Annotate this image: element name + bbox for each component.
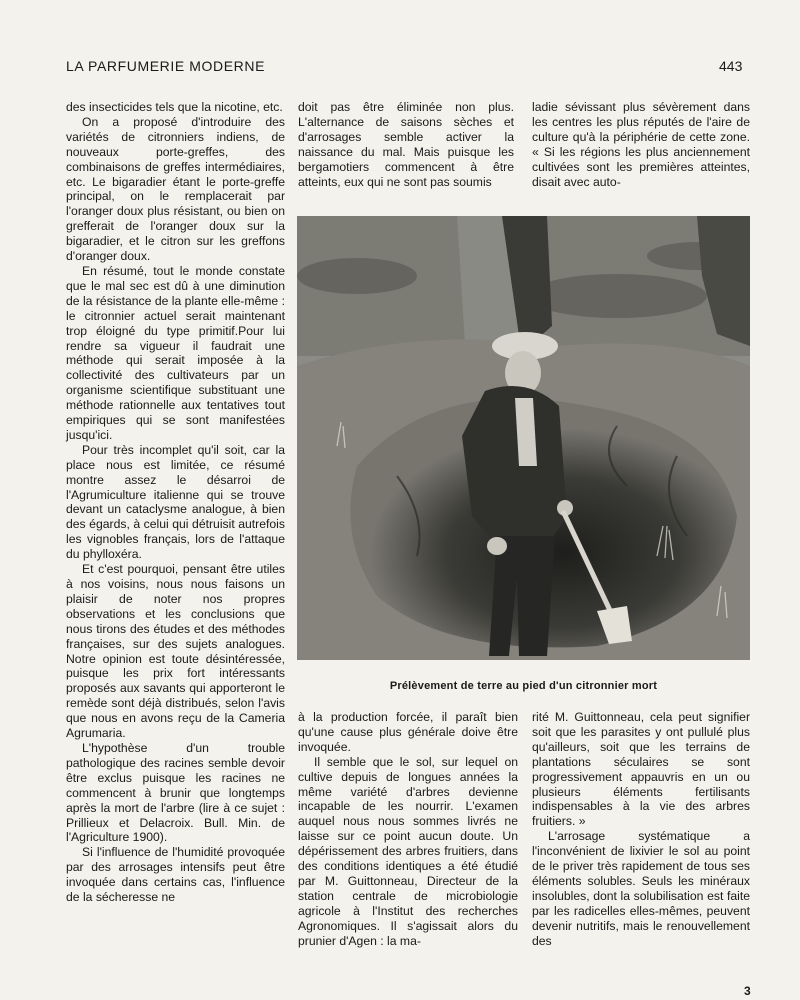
paragraph: ladie sévissant plus sévèrement dans les centres les plus réputés de l'aire de culture qu'à la périphérie de cette zone. « Si les régions les plus anciennement cultivées sont les premières atteintes, disait avec auto- bbox=[532, 100, 750, 189]
photo-caption: Prélèvement de terre au pied d'un citronnier mort bbox=[389, 680, 658, 692]
running-header-title: LA PARFUMERIE MODERNE bbox=[66, 58, 266, 74]
paragraph: doit pas être éliminée non plus. L'alternance de saisons sèches et d'arrosages semble activer la naissance du mal. Mais puisque les bergamotiers commencent à être atteints, eux qui ne sont pas soumis bbox=[298, 100, 514, 189]
paragraph: Si l'influence de l'humidité provoquée par des arrosages intensifs peut être invoquée dans certains cas, l'influence de la sécheresse ne bbox=[66, 845, 285, 905]
paragraph: En résumé, tout le monde constate que le mal sec est dû à une diminution de la résistance de la plante elle-même : le citronnier actuel serait maintenant trop éloigné du type primitif.Pour lui rendre sa vigueur il faudrait une méthode qui serait imposée à la collectivité des cultivateurs par un organisme scientifique substituant une méthode rationnelle aux tentatives tout empiriques qui se sont manifestées jusqu'ici. bbox=[66, 263, 285, 442]
photo-old-man-digging bbox=[297, 216, 750, 660]
paragraph: Il semble que le sol, sur lequel on cultive depuis de longues années la même variété d'arbres devienne incapable de les nourrir. L'examen auquel nous nous sommes livrés ne laisse sur ce point aucun doute. Un dépérissement des arbres fruitiers, dans des conditions identiques a été étudié par M. Guittonneau, Directeur de la station centrale de microbiologie agricole à l'Institut des recherches Agronomiques. Il s'agissait alors du prunier d'Agen : la ma- bbox=[298, 754, 518, 948]
right-column-top bbox=[532, 100, 750, 189]
paragraph: à la production forcée, il paraît bien qu'une cause plus générale doive être invoquée. bbox=[298, 710, 518, 754]
paragraph: rité M. Guittonneau, cela peut signifier soit que les parasites y ont pullulé plus qu'ailleurs, soit que les terrains de plantations séculaires se sont progressivement appauvris en un ou plusieurs éléments fertilisants indispensables à la vie des arbres fruitiers. » bbox=[532, 710, 750, 829]
left-column bbox=[66, 100, 285, 905]
paragraph: L'arrosage systématique a l'inconvénient de lixivier le sol au point de le priver très rapidement de tous ses éléments solubles. Seuls les minéraux insolubles, dont la solubilisation est faite par les radicelles elles-mêmes, peuvent devenir nutritifs, mais le renouvellement des bbox=[532, 829, 750, 948]
right-column-bottom bbox=[532, 710, 750, 949]
paragraph: Pour très incomplet qu'il soit, car la place nous est limitée, ce résumé montre assez le désarroi de l'Agrumiculture italienne qui se trouve devant un cataclysme analogue, à bien des égards, à celui qui détruisit autrefois les vignobles français, lors de l'attaque du phylloxéra. bbox=[66, 442, 285, 562]
middle-column-bottom bbox=[298, 710, 518, 949]
page-number: 443 bbox=[719, 58, 743, 74]
paragraph: Et c'est pourquoi, pensant être utiles à nos voisins, nous nous faisons un plaisir de noter nos propres observations et les conclusions que nous tirons des études et des méthodes françaises, sur des sujets analogues. Notre opinion est toute désintéressée, puisque les prix fort intéressants proposés aux savants qui apporteront le remède sont déjà distribués, selon l'avis que nous en avons reçu de la Cameria Agrumaria. bbox=[66, 562, 285, 741]
paragraph: On a proposé d'introduire des variétés de citronniers indiens, de nouveaux porte-greffes, des combinaisons de greffes intermédiaires, etc. Le bigaradier étant le porte-greffe principal, on le remplacerait par l'oranger doux plus résistant, ou bien on grefferait de l'oranger doux sur la bigaradier, et le citron sur les greffons d'oranger doux. bbox=[66, 114, 285, 264]
folio-number: 3 bbox=[744, 984, 751, 998]
middle-column-top bbox=[298, 100, 514, 189]
paragraph: L'hypothèse d'un trouble pathologique des racines semble devoir être exclus puisque les racines ne commencent à brunir que longtemps après la mort de l'arbre (lire à ce sujet : Prillieux et Delacroix. Bull. Min. de l'Agriculture 1900). bbox=[66, 740, 285, 845]
paragraph: des insecticides tels que la nicotine, etc. bbox=[66, 100, 283, 114]
